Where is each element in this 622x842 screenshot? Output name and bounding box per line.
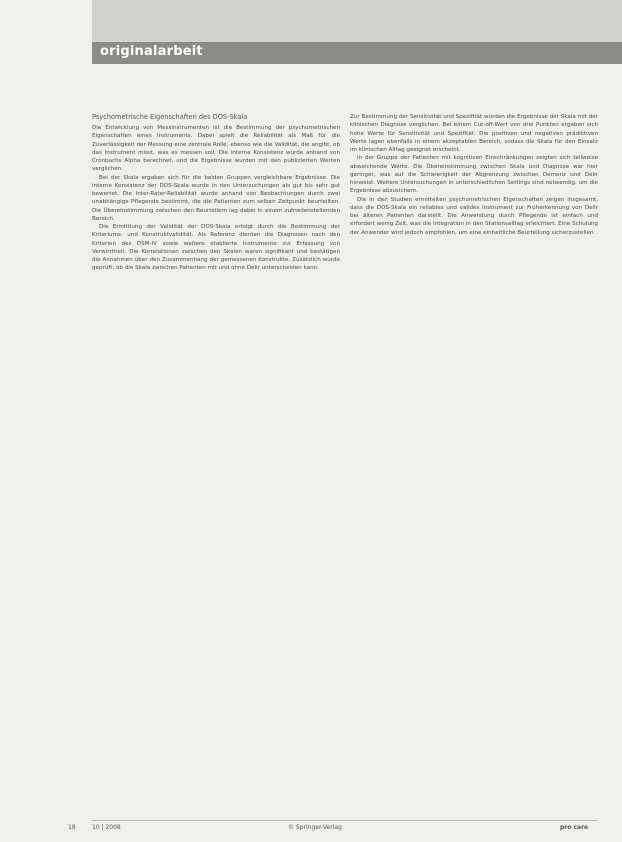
article-body <box>92 113 598 808</box>
footer-divider <box>92 820 598 821</box>
paragraph: Die in den Studien ermittelten psychometrischen Eigenschaften zeigen insgesamt, dass die DOS-Skala ein reliables und valides Instrument zur Früherkennung von Delir bei älteren Patienten darstellt. Die Anwendung durch Pflegende ist einfach und erfordert wenig Zeit, was die Integration in den Stationsalltag erleichtert. Eine Schulung der Anwender wird jedoch empfohlen, um eine einheitliche Beurteilung sicherzustellen. <box>350 196 598 236</box>
section-banner <box>92 42 622 64</box>
journal-name: pro care <box>560 824 589 831</box>
left-column <box>92 113 340 808</box>
page-number: 18 <box>68 824 76 831</box>
issue-label: 10 | 2008 <box>92 824 121 831</box>
paragraph: Die Ermittlung der Validität der DOS-Skala erfolgt durch die Bestimmung der Kriteriums- und Konstruktvalidität. Als Referenz dienten die Diagnosen nach den Kriterien des DSM-IV sowie weitere etablierte Instrumente zur Erfassung von Verwirrtheit. Die Korrelationen zwischen den Skalen waren signifikant und bestätigen die Annahmen über den Zusammenhang der gemessenen Konstrukte. Zusätzlich wurde geprüft, ob die Skala zwischen Patienten mit und ohne Delir unterscheiden kann. <box>92 224 340 272</box>
header-strip <box>92 0 622 42</box>
section-heading: Psychometrische Eigenschaften des DOS-Skala <box>92 113 248 121</box>
paragraph: Zur Bestimmung der Sensitivität und Spezifität wurden die Ergebnisse der Skala mit der klinischen Diagnose verglichen. Bei einem Cut-off-Wert von drei Punkten ergaben sich hohe Werte für Sensitivität und Spezifität. Die positiven und negativen prädiktiven Werte lagen ebenfalls in einem akzeptablen Bereich, sodass die Skala für den Einsatz im klinischen Alltag geeignet erscheint. <box>350 114 598 153</box>
paragraph: Bei der Skala ergaben sich für die beiden Gruppen vergleichbare Ergebnisse. Die interne Konsistenz der DOS-Skala wurde in den Untersuchungen als gut bis sehr gut bewertet. Die Inter-Rater-Reliabilität wurde anhand von Beobachtungen durch zwei unabhängige Pflegende bestimmt, die die Patienten zum selben Zeitpunkt beurteilten. Die Übereinstimmung zwischen den Beurteilern lag dabei in einem zufriedenstellenden Bereich. <box>92 174 340 222</box>
paragraph: Die Entwicklung von Messinstrumenten ist die Bestimmung der psychometrischen Eigenschaften eines Instruments. Dabei spielt die Reliabilität als Maß für die Zuverlässigkeit der Messung eine zentrale Rolle, ebenso wie die Validität, die angibt, ob das Instrument misst, was es messen soll. Die interne Konsistenz wurde anhand von Cronbachs Alpha berechnet, und die Ergebnisse wurden mit den publizierten Werten verglichen. <box>92 125 340 173</box>
paragraph: In der Gruppe der Patienten mit kognitiven Einschränkungen zeigten sich teilweise abweichende Werte. Die Übereinstimmung zwischen Skala und Diagnose war hier geringer, was auf die Schwierigkeit der Abgrenzung zwischen Demenz und Delir hinweist. Weitere Untersuchungen in unterschiedlichen Settings sind notwendig, um die Ergebnisse abzusichern. <box>350 155 598 195</box>
publisher-label: © Springer-Verlag <box>288 824 342 831</box>
right-column <box>350 113 598 808</box>
category-label: originalarbeit <box>100 44 203 59</box>
